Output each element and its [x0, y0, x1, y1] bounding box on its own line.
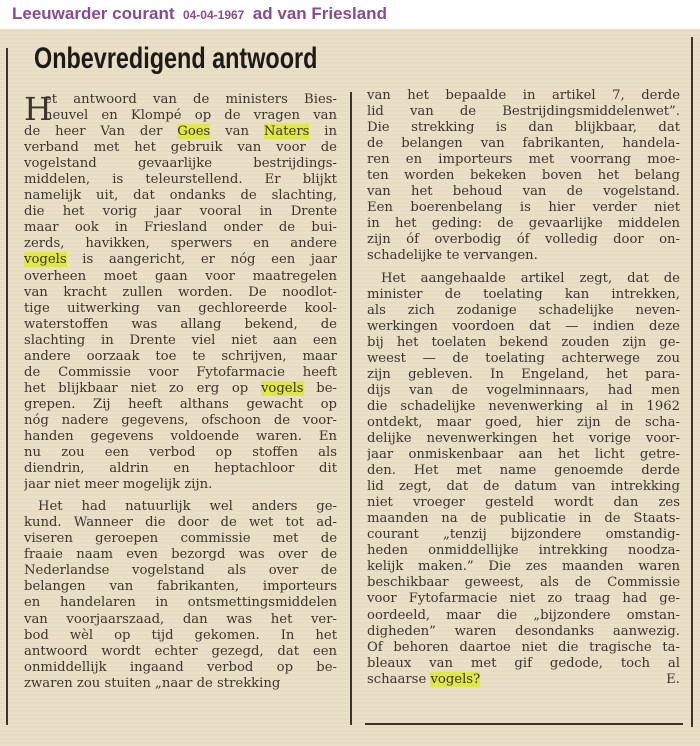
text-line: [367, 559, 680, 575]
text-run: grepen. Zij heeft althans gewacht op: [24, 396, 337, 412]
text-line: [24, 429, 337, 445]
text-run: verband met het gebruik van voor de: [24, 140, 337, 156]
text-line: [24, 461, 337, 477]
text-run: waterstoffen was allang bekend, de: [24, 316, 337, 332]
text-run: tige uitwerking van gechloreerde kool-: [24, 300, 337, 316]
text-run: werkingen voordoen dat — indien deze: [367, 318, 680, 334]
text-run: antwoord wordt echter gezegd, dat een: [24, 643, 337, 659]
text-line: [367, 248, 680, 264]
text-run: van het behoud van de vogelstand.: [367, 184, 680, 200]
text-line: [24, 204, 337, 220]
text-run: schadelijke te vervangen.: [367, 248, 538, 264]
text-run: slachting in Drente viel niet aan een: [24, 332, 337, 348]
text-line: [24, 252, 337, 268]
text-line: [367, 200, 680, 216]
highlighted-term: vogels: [24, 252, 67, 268]
text-line: [24, 140, 337, 156]
text-line: [24, 595, 337, 611]
text-line: [24, 172, 337, 188]
text-line: [24, 445, 337, 461]
text-run: oordeeld, maar die „bijzondere omstan-: [367, 607, 680, 623]
text-line: [24, 108, 337, 124]
text-line: [367, 168, 680, 184]
text-run: kelijk maken.” Die zes maanden waren: [367, 559, 680, 575]
text-line: [367, 216, 680, 232]
text-line: [24, 92, 337, 108]
text-run: heuvel en Klompé op de vragen van: [44, 108, 337, 124]
drop-cap: H: [24, 90, 52, 128]
text-line: [24, 644, 337, 660]
text-run: de belangen van fabrikanten, handela-: [367, 136, 680, 152]
text-line: [24, 317, 337, 333]
text-run: schaarse: [367, 671, 431, 687]
text-run: weest — de toelating achterwege zou: [367, 350, 680, 366]
article-headline: Onbevredigend antwoord: [34, 42, 318, 75]
text-line: [24, 499, 337, 515]
text-run: jaar niet meer mogelijk zijn.: [24, 477, 213, 493]
author-signature: E.: [666, 671, 680, 687]
text-line: [367, 656, 680, 672]
text-line: [367, 104, 680, 120]
text-run: zijn gebleven. In Engeland, het para-: [367, 366, 680, 382]
text-run: zwaren zou stuiten „naar de strekking: [24, 675, 281, 691]
right-border-rule: [691, 37, 693, 727]
text-line: [367, 271, 680, 287]
highlighted-term: Naters: [263, 124, 310, 140]
text-run: Nederlandse vogelstand als over de: [24, 563, 337, 579]
text-run: bod wèl op tijd gekomen. In het: [24, 627, 337, 643]
text-line: [24, 477, 337, 493]
text-line: [367, 120, 680, 136]
text-run: dijs van de vogelminnaars, had men: [367, 382, 680, 398]
text-line: [367, 351, 680, 367]
text-run: diendrin, aldrin en heptachloor dit: [24, 461, 337, 477]
text-line: [24, 220, 337, 236]
text-run: Het had natuurlijk wel anders ge-: [38, 499, 337, 515]
text-line: [367, 479, 680, 495]
text-run: minister de toelating kan intrekken,: [367, 286, 680, 302]
text-run: ren en importeurs met voorrang moe-: [367, 152, 680, 168]
text-run: van het bepaalde in artikel 7, derde: [367, 88, 680, 103]
text-run: namelijk uit, dat ondanks de slachting,: [24, 188, 337, 204]
text-run: kund. Wanneer die door de wet tot ad-: [24, 515, 337, 531]
text-line: [24, 333, 337, 349]
text-run: bij het toelaten bekend zouden zijn ge-: [367, 334, 680, 350]
text-run: andere oorzaak toe te schrijven, maar: [24, 348, 337, 364]
article-end-rule: [365, 723, 683, 725]
text-run: nu zou een verbod op stoffen als: [24, 445, 337, 461]
highlighted-term: Goes: [177, 124, 211, 140]
text-line: [367, 447, 680, 463]
article-column-right: [367, 88, 680, 688]
text-line: [367, 527, 680, 543]
text-run: bleaux van met gif gedode, toch al: [367, 655, 680, 671]
text-line: [367, 335, 680, 351]
text-line: [24, 531, 337, 547]
text-run: ten worden bekeken boven het belang: [367, 168, 680, 184]
text-line: [367, 575, 680, 591]
text-run: Die strekking is dan blijkbaar, dat: [367, 120, 680, 136]
text-line: [24, 349, 337, 365]
text-run: maanden na de publicatie in de Staats-: [367, 511, 680, 527]
text-line: [24, 285, 337, 301]
text-line: [367, 303, 680, 319]
text-run: viseren geroepen commissie met de: [24, 531, 337, 547]
highlighted-term: vogels: [260, 380, 304, 396]
text-run: beschikbaar geweest, als de Commissie: [367, 575, 680, 591]
text-line: [367, 608, 680, 624]
text-run: ontdekt, maar goed, hier zijn de scha-: [367, 414, 680, 430]
text-run: de heer Van der: [24, 124, 178, 140]
highlighted-term: vogels?: [430, 671, 481, 687]
text-line: [367, 152, 680, 168]
text-line: [367, 287, 680, 303]
text-run: den. Het met name genoemde derde: [367, 463, 680, 479]
text-run: in het geding: de gevaarlijke middelen: [367, 216, 680, 232]
text-line: [367, 399, 680, 415]
text-line: [24, 628, 337, 644]
text-run: in: [309, 124, 337, 140]
text-run: van: [210, 124, 264, 140]
text-run: digheden” waren desondanks aanwezig.: [367, 623, 680, 639]
text-line: [367, 591, 680, 607]
text-line: [367, 495, 680, 511]
text-line: [24, 381, 337, 397]
text-run: et antwoord van de ministers Bies-: [44, 92, 337, 107]
text-line: [24, 515, 337, 531]
text-run: Of behoren daartoe niet die tragische ta-: [367, 639, 680, 655]
text-run: onmiddellijk ingaand verbod op be-: [24, 659, 337, 675]
text-line: [24, 156, 337, 172]
text-line: [24, 612, 337, 628]
text-line: [367, 543, 680, 559]
text-line: [367, 463, 680, 479]
newspaper-region: ad van Friesland: [252, 4, 387, 23]
text-run: belangen van fabrikanten, importeurs: [24, 579, 337, 595]
text-line: [24, 301, 337, 317]
text-line: [24, 676, 337, 692]
text-line: [24, 547, 337, 563]
text-line: [367, 431, 680, 447]
text-run: Het aangehaalde artikel zegt, dat de: [381, 270, 680, 286]
text-line: [24, 124, 337, 140]
text-run: fraaie naam even bezorgd was over de: [24, 547, 337, 563]
newspaper-clipping: [0, 29, 700, 746]
text-line: [24, 365, 337, 381]
text-run: als zich zodanige schadelijke neven-: [367, 302, 680, 318]
text-line: [367, 415, 680, 431]
text-line: [24, 413, 337, 429]
text-run: lid zegt, dat de datum van intrekking: [367, 479, 680, 495]
column-divider-rule: [350, 92, 352, 725]
text-line: [367, 672, 680, 688]
text-line: [367, 184, 680, 200]
left-border-rule: [6, 48, 8, 725]
publication-date: 04-04-1967: [182, 8, 245, 22]
text-line: [367, 383, 680, 399]
text-line: [367, 232, 680, 248]
text-run: vogelstand gevaarlijke bestrijdings-: [24, 156, 337, 172]
text-run: lid van de Bestrijdingsmiddelenwet”.: [367, 104, 680, 120]
text-line: [367, 511, 680, 527]
text-run: die het vorig jaar vooral in Drente: [24, 204, 337, 220]
text-run: van kracht zullen worden. De noodlot-: [24, 284, 337, 300]
text-run: handen gegevens voldoende waren. En: [24, 428, 337, 444]
text-run: maar ook in Friesland onder de bui-: [24, 220, 337, 236]
text-line: [24, 397, 337, 413]
text-run: middelen, is teleurstellend. Er blijkt: [24, 172, 337, 188]
text-run: het blijkbaar niet zo erg op: [24, 380, 261, 396]
text-run: zerds, havikken, sperwers en andere: [24, 236, 337, 252]
text-run: niet vroeger gesteld wordt dan zes: [367, 495, 680, 511]
text-run: die schadelijke nevenwerking al in 1962: [367, 398, 680, 414]
text-run: is aangericht, er nóg een jaar: [66, 252, 337, 268]
text-line: [24, 188, 337, 204]
text-line: [367, 624, 680, 640]
text-run: nóg nadere gegevens, ofschoon de voor-: [24, 412, 337, 428]
text-run: courant „tenzij bijzondere omstandig-: [367, 527, 680, 543]
article-column-left: [24, 92, 337, 692]
text-run: delijke nevenwerkingen het vorige voor-: [367, 430, 680, 446]
text-run: zijn óf overbodig óf volledig door on-: [367, 232, 680, 248]
text-line: [24, 269, 337, 285]
text-line: [24, 660, 337, 676]
text-line: [367, 136, 680, 152]
text-run: jaar onmiskenbaar aan het licht getre-: [367, 447, 680, 463]
text-run: de Commissie voor Fytofarmacie heeft: [24, 364, 337, 380]
text-run: voor Fytofarmacie niet zo traag had ge-: [367, 591, 680, 607]
text-line: [367, 367, 680, 383]
text-run: heden onmiddellijke intrekking noodza-: [367, 543, 680, 559]
newspaper-name: Leeuwarder courant: [12, 4, 175, 23]
text-run: en handelaren in ontsmettingsmiddelen: [24, 595, 337, 611]
text-line: [24, 236, 337, 252]
text-run: van voorjaarszaad, dan was het ver-: [24, 611, 337, 627]
text-run: overheen moet gaan voor maatregelen: [24, 268, 337, 284]
text-run: Een boerenbelang is hier verder niet: [367, 200, 680, 216]
text-line: [367, 640, 680, 656]
text-run: be-: [303, 380, 337, 396]
text-line: [24, 579, 337, 595]
text-line: [24, 563, 337, 579]
text-line: [367, 88, 680, 104]
text-line: [367, 319, 680, 335]
clipping-caption: [12, 4, 387, 28]
